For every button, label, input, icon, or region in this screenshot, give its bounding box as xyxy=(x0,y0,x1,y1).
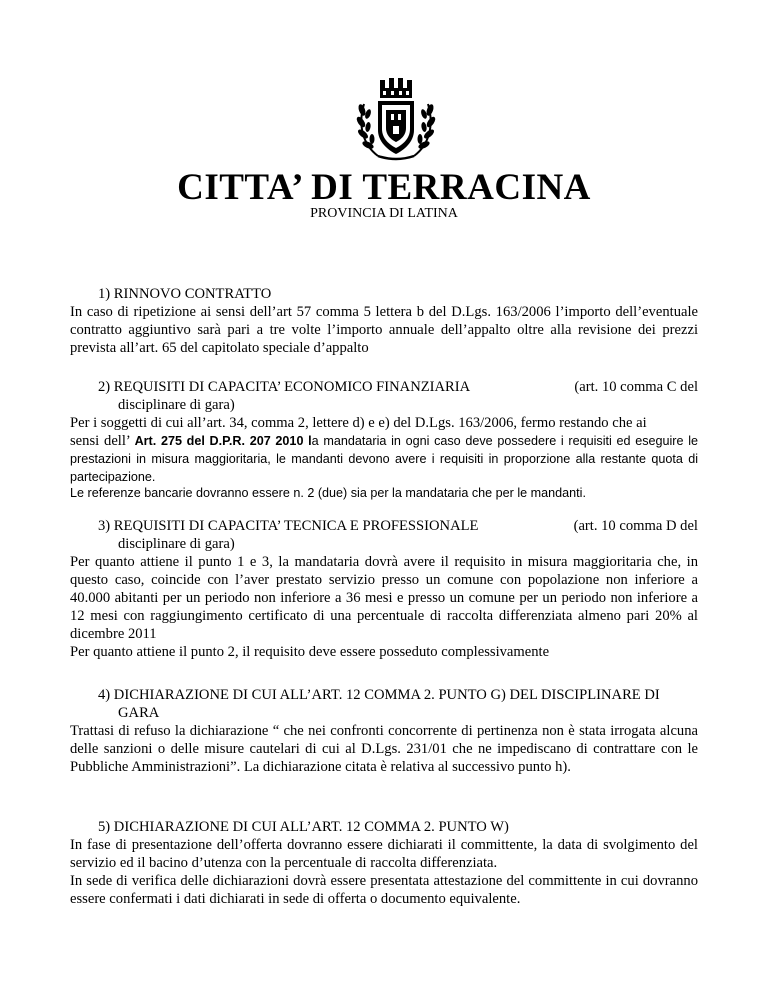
section-4-heading: 4) DICHIARAZIONE DI CUI ALL’ART. 12 COMMA 2. PUNTO G) DEL DISCIPLINARE DI GARA xyxy=(98,687,660,721)
section-2-bank-references: Le referenze bancarie dovranno essere n. 2 (due) sia per la mandataria che per le mandanti. xyxy=(70,486,586,500)
section-2-heading-continued: disciplinare di gara) xyxy=(118,397,235,413)
city-crest-emblem xyxy=(356,74,436,162)
section-2-body-lead: sensi dell’ xyxy=(70,433,130,449)
section-2-article-ref: Art. 275 del D.P.R. 207 2010 la mandataria in ogni caso deve possedere i requisiti ed eseguire le prestazioni in misura maggioritaria, le mandanti devono avere i requisiti in proporzione alla restante quota di partecipazione. xyxy=(70,434,698,484)
section-1-body: In caso di ripetizione ai sensi dell’art 57 comma 5 lettera b del D.Lgs. 163/2006 l’importo dell’eventuale contratto aggiuntivo sarà pari a tre volte l’importo annuale dell’appalto oltre alla revisione dei prezzi prevista all’art. 65 del capitolato speciale d’appalto xyxy=(70,304,698,356)
section-3 xyxy=(70,517,698,661)
city-title: CITTA’ DI TERRACINA xyxy=(177,167,591,208)
section-3-heading-title: 3) REQUISITI DI CAPACITA’ TECNICA E PROFESSIONALE xyxy=(98,518,479,534)
section-1-heading: 1) RINNOVO CONTRATTO xyxy=(98,286,272,302)
section-3-heading xyxy=(70,517,698,535)
section-2 xyxy=(70,378,698,501)
section-4 xyxy=(70,686,698,776)
section-3-body-main: Per quanto attiene il punto 1 e 3, la mandataria dovrà avere il requisito in misura maggioritaria che, in questo caso, coincide con l’aver prestato servizio presso un comune con popolazione non inferiore a 40.000 abitanti per un periodo non inferiore a 36 mesi e presso un comune per un periodo non inferiore a 12 mesi con raggiungimento certificato di una percentuale di raccolta differenziata almeno pari 20% al dicembre 2011 xyxy=(70,554,698,642)
province-subtitle: PROVINCIA DI LATINA xyxy=(310,206,458,221)
section-3-body-point2: Per quanto attiene il punto 2, il requisito deve essere posseduto complessivamente xyxy=(70,644,550,660)
section-2-body-requirements xyxy=(70,432,698,486)
section-5-body-verification: In sede di verifica delle dichiarazioni dovrà essere presentata attestazione del committente in cui dovranno essere confermati i dati dichiarati in sede di offerta o documento equivalente. xyxy=(70,873,698,907)
section-5 xyxy=(70,818,698,908)
section-3-heading-continued: disciplinare di gara) xyxy=(118,536,235,552)
section-3-heading-ref: (art. 10 comma D del xyxy=(573,518,698,534)
section-2-heading xyxy=(70,378,698,396)
section-5-heading: 5) DICHIARAZIONE DI CUI ALL’ART. 12 COMMA 2. PUNTO W) xyxy=(98,819,509,835)
section-2-body-line1: Per i soggetti di cui all’art. 34, comma 2, lettere d) e e) del D.Lgs. 163/2006, fermo restando che ai xyxy=(70,415,647,431)
section-5-body-offer: In fase di presentazione dell’offerta dovranno essere dichiarati il committente, la data di svolgimento del servizio ed il bacino d’utenza con la percentuale di raccolta differenziata. xyxy=(70,837,698,871)
section-1 xyxy=(70,285,698,357)
section-2-heading-ref: (art. 10 comma C del xyxy=(574,379,698,395)
section-4-body: Trattasi di refuso la dichiarazione “ che nei confronti concorrente di pertinenza non è stata irrogata alcuna delle sanzioni o delle misure cautelari di cui al D.Lgs. 231/01 che ne impediscano di contrattare con le Pubbliche Amministrazioni”. La dichiarazione citata è relativa al successivo punto h). xyxy=(70,723,698,775)
section-2-heading-title: 2) REQUISITI DI CAPACITA’ ECONOMICO FINANZIARIA xyxy=(98,379,471,395)
